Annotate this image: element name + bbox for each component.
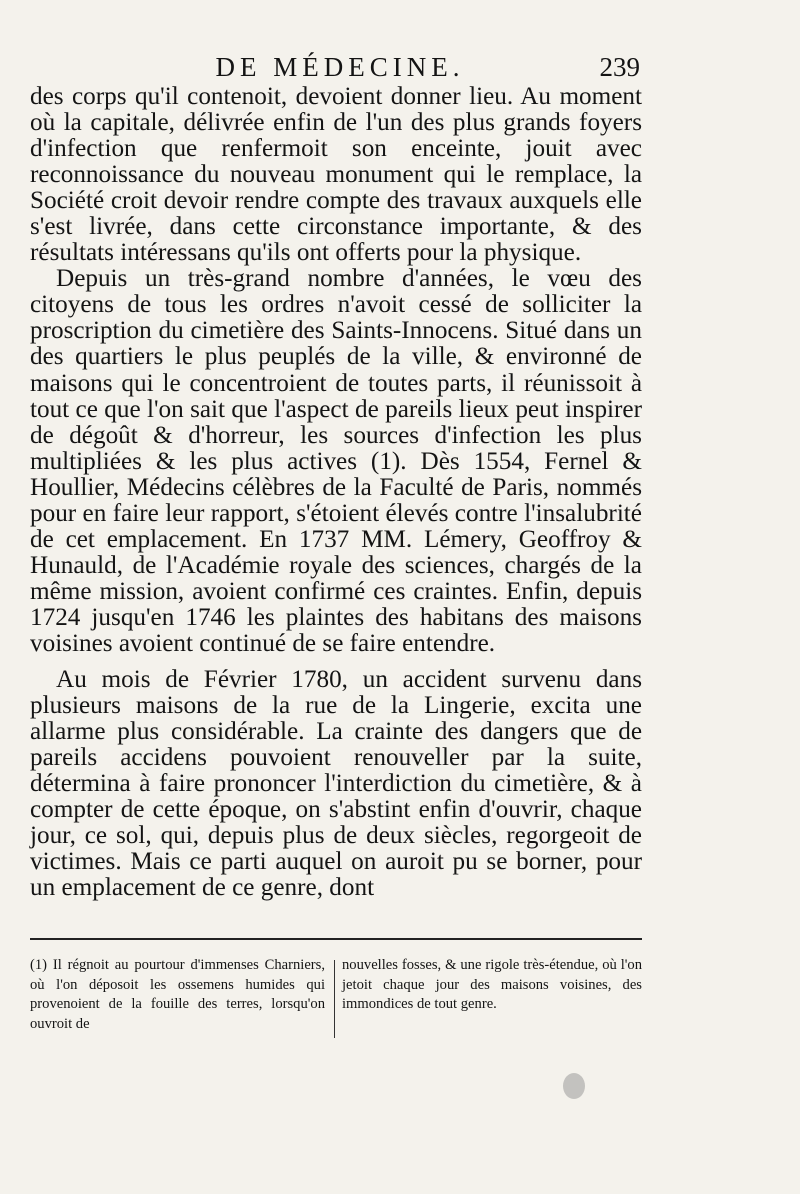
footnote-column-left: (1) Il régnoit au pourtour d'immenses Charniers, où l'on déposoit les ossemens humides qui provenoient de la fouille des terres, lorsqu'on ouvroit de <box>30 957 325 1032</box>
footnote-rule <box>30 938 642 940</box>
paragraph: Depuis un très-grand nombre d'années, le vœu des citoyens de tous les ordres n'avoit cessé de solliciter la proscription du cimetière des Saints-Innocens. Situé dans un des quartiers le plus peuplés de la ville, & environné de maisons qui le concentroient de toutes parts, il réunissoit à tout ce que l'on sait que l'aspect de pareils lieux peut inspirer de dégoût & d'horreur, les sources d'infection les plus multipliées & les plus actives (1). Dès 1554, Fernel & Houllier, Médecins célèbres de la Faculté de Paris, nommés pour en faire leur rapport, s'étoient élevés contre l'insalubrité de cet emplacement. En 1737 MM. Lémery, Geoffroy & Hunauld, de l'Académie royale des sciences, chargés de la même mission, avoient confirmé ces craintes. Enfin, depuis 1724 jusqu'en 1746 les plaintes des habitans des maisons voisines avoient continué de se faire entendre. <box>30 265 642 657</box>
page-number: 239 <box>599 52 640 82</box>
main-text <box>30 84 642 901</box>
ink-smudge <box>563 1073 585 1099</box>
paragraph: Au mois de Février 1780, un accident survenu dans plusieurs maisons de la rue de la Lingerie, excita une allarme plus considérable. La crainte des dangers que de pareils accidens pouvoient renouveller par la suite, détermina à faire prononcer l'interdiction du cimetière, & à compter de cette époque, on s'abstint enfin d'ouvrir, chaque jour, ce sol, qui, depuis plus de deux siècles, regorgeoit de victimes. Mais ce parti auquel on auroit pu se borner, pour un emplacement de ce genre, dont <box>30 666 642 902</box>
footnote-column-right: nouvelles fosses, & une rigole très-étendue, où l'on jetoit chaque jour des maisons voisines, des immondices de tout genre. <box>342 957 642 1012</box>
running-head: DE MÉDECINE. <box>215 52 465 82</box>
paragraph-continued: des corps qu'il contenoit, devoient donner lieu. Au moment où la capitale, délivrée enfin de l'un des plus grands foyers d'infection que renfermoit son enceinte, jouit avec reconnoissance du nouveau monument qui le remplace, la Société croit devoir rendre compte des travaux auxquels elle s'est livrée, dans cette circonstance importante, & des résultats intéressans qu'ils ont offerts pour la physique. <box>30 83 642 267</box>
footnote-column-divider <box>334 960 335 1038</box>
footnote <box>30 956 642 1046</box>
